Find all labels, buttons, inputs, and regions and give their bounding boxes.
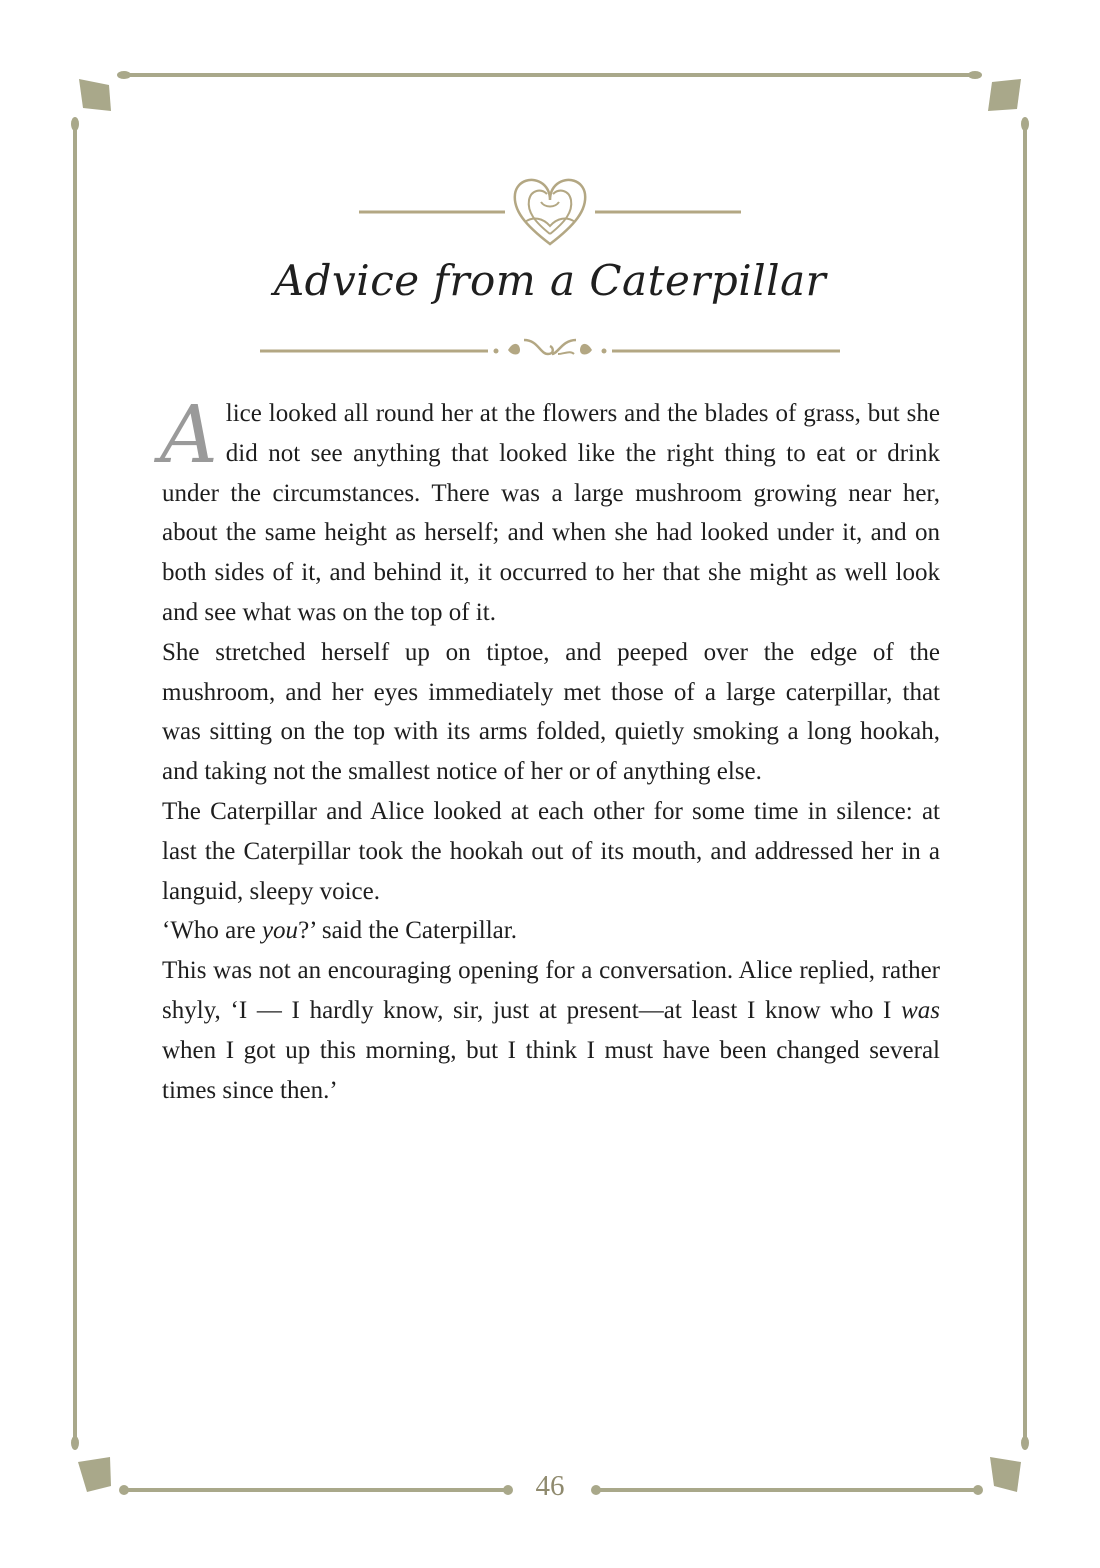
- paragraph-text: She stretched herself up on tiptoe, and peeped over the edge of the mushroom, and her eyes immediately met those of a large caterpillar, that was sitting on the top with its arms folded, quietly smoking a long hookah, and taking not the smallest notice of her or of anything else.: [162, 638, 940, 786]
- drop-cap: A: [160, 388, 218, 481]
- corner-ornament-bottom-right: [990, 1457, 1021, 1492]
- border-bottom-right-knob-a: [591, 1485, 601, 1495]
- paragraph-text: lice looked all round her at the flowers and the blades of grass, but she did not see anything that looked like the right thing to eat or drink under the circumstances. There was a large mushroom growing near her, about the same height as herself; and when she had looked under it, and on both sides of it, and behind it, it occurred to her that she might as well look and see what was on the top of it.: [162, 400, 940, 626]
- border-bottom-left-knob-b: [503, 1485, 513, 1495]
- paragraph-text: The Caterpillar and Alice looked at each other for some time in silence: at last the Caterpillar took the hookah out of its mouth, and addressed her in a languid, sleepy voice.: [162, 797, 940, 905]
- emphasis-text: was: [901, 996, 940, 1024]
- chapter-body: [160, 388, 940, 1110]
- border-top-right-knob: [968, 71, 982, 79]
- paragraph: [162, 951, 940, 1110]
- paragraph-text: ?’ said the Caterpillar.: [298, 917, 517, 945]
- paragraph-text: ‘Who are: [162, 917, 262, 945]
- border-right-top-knob: [1021, 117, 1029, 131]
- corner-ornament-top-right: [988, 79, 1021, 111]
- paragraph: [162, 911, 940, 951]
- corner-ornament-top-left: [79, 79, 111, 111]
- corner-ornament-bottom-left: [78, 1457, 111, 1492]
- border-right-bottom-knob: [1021, 1436, 1029, 1450]
- chapter-title: Advice from a Caterpillar: [273, 256, 827, 305]
- paragraph: [162, 633, 940, 792]
- title-flourish-icon: [258, 330, 842, 370]
- border-left-top-knob: [71, 117, 79, 131]
- border-bottom-right-knob-b: [973, 1485, 983, 1495]
- heart-ornament-icon: [355, 170, 745, 250]
- paragraph: [162, 792, 940, 911]
- border-left-bottom-knob: [71, 1436, 79, 1450]
- border-top-left-knob: [117, 71, 131, 79]
- page-number: 46: [535, 1470, 565, 1502]
- paragraph-text: This was not an encouraging opening for a conversation. Alice replied, rather shyly, ‘I — I hardly know, sir, just at present—at least I know who I: [162, 957, 940, 1024]
- emphasis-text: you: [261, 917, 299, 945]
- paragraph: [160, 388, 940, 633]
- paragraph-text: when I got up this morning, but I think I must have been changed several times since then.’: [162, 1036, 940, 1104]
- border-bottom-left-knob-a: [119, 1485, 129, 1495]
